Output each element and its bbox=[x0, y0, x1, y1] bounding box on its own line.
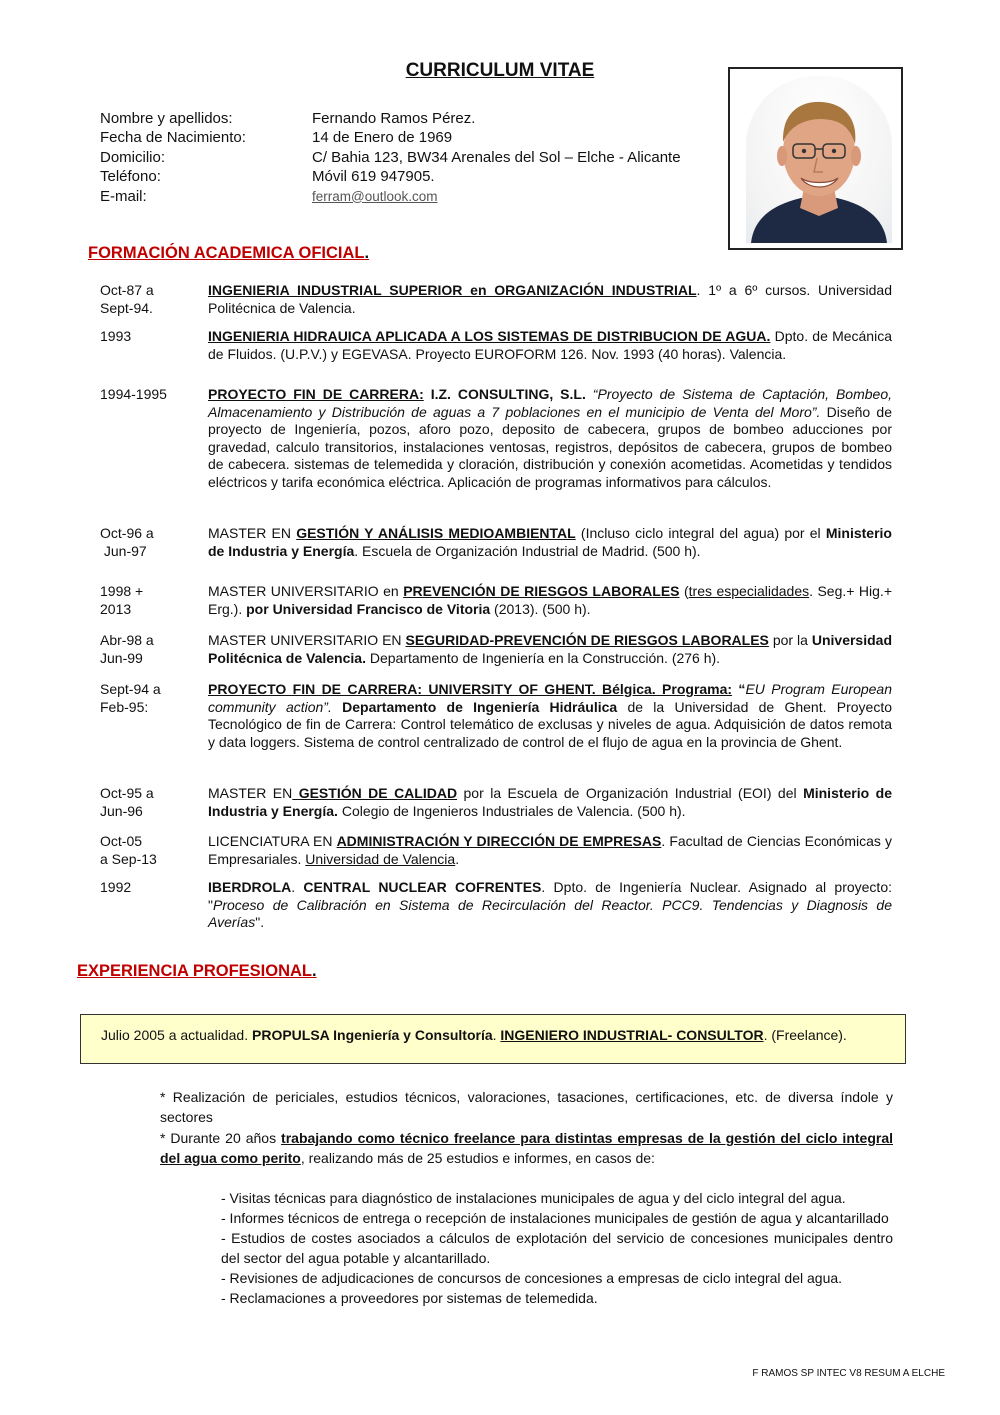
date-line: Sept-94. bbox=[100, 299, 153, 316]
text-run bbox=[586, 386, 593, 402]
photo-frame bbox=[728, 67, 903, 250]
name-row bbox=[100, 109, 681, 128]
birth-value: 14 de Enero de 1969 bbox=[312, 129, 453, 147]
text-run: EU Program European community action”. bbox=[208, 681, 892, 715]
text-run: MASTER EN bbox=[208, 525, 297, 541]
education-item bbox=[100, 632, 892, 667]
education-desc bbox=[208, 681, 892, 751]
email-link[interactable]: ferram@outlook.com bbox=[312, 188, 438, 204]
date-line: 1992 bbox=[100, 879, 132, 895]
experience-para-2 bbox=[160, 1128, 893, 1168]
text-run: por Universidad Francisco de Vitoria bbox=[246, 600, 491, 617]
experience-heading bbox=[77, 962, 317, 981]
bullet-item: - Reclamaciones a proveedores por sistemas de telemedida. bbox=[221, 1290, 598, 1306]
education-date bbox=[100, 328, 208, 363]
text-run: MASTER UNIVERSITARIO EN bbox=[208, 632, 406, 648]
education-item bbox=[100, 833, 892, 868]
date-line: Oct-05 bbox=[100, 833, 143, 849]
date-line: 2013 bbox=[100, 600, 132, 617]
text-run: Diseño de proyecto de Ingeniería, pozos, aforo pozo, deposito de cabecera, grupos de bombeo aducciones por gravedad, calculo transitorios, instalaciones ventosas, registros, depósitos de cabecera, grupos de bombeo de cabecera. sistemas de telemedida y cloración, distribución y conexión acometidas. Acometidas y tendidos eléctricos y tarifa económica eléctrica. Aplicación de programas informativos para cálculos. bbox=[208, 403, 892, 490]
text-run: Dpto. de Mecánica de Fluidos. (U.P.V.) y EGEVASA. Proyecto EUROFORM 126. Nov. 1993 (40 horas). Valencia. bbox=[208, 328, 892, 362]
education-item bbox=[100, 328, 892, 363]
date-line: Jun-99 bbox=[100, 649, 143, 666]
education-desc bbox=[208, 833, 892, 868]
education-desc bbox=[208, 328, 892, 363]
text-run: Julio 2005 a actualidad. bbox=[101, 1027, 252, 1043]
text-run: ( bbox=[679, 583, 689, 599]
text-run: INGENIERIA INDUSTRIAL SUPERIOR en ORGANIZACIÓN INDUSTRIAL bbox=[208, 282, 697, 298]
date-line: Feb-95: bbox=[100, 698, 149, 715]
text-run: “Proyecto de Sistema de Captación, Bombeo, Almacenamiento y Distribución de aguas a 7 poblaciones en el municipio de Venta del Moro”. bbox=[208, 386, 893, 420]
text-run: tres especialidades bbox=[688, 583, 810, 599]
education-date bbox=[100, 785, 208, 820]
education-date bbox=[100, 632, 208, 667]
education-desc bbox=[208, 282, 892, 317]
education-desc bbox=[208, 525, 892, 560]
text-run: , realizando más de 25 estudios e informes, en casos de: bbox=[300, 1150, 655, 1166]
date-line: Jun-96 bbox=[100, 802, 143, 819]
text-run: “ bbox=[732, 681, 746, 697]
date-line: Abr-98 a bbox=[100, 632, 154, 648]
text-run: (Incluso ciclo integral del agua) por el bbox=[575, 525, 826, 541]
address-label: Domicilio: bbox=[100, 148, 166, 166]
text-run: trabajando como técnico freelance para distintas empresas de la gestión del ciclo integral del agua como perito bbox=[160, 1130, 893, 1166]
education-date bbox=[100, 282, 208, 317]
text-run: IBERDROLA bbox=[208, 879, 292, 895]
text-run: ". bbox=[255, 914, 265, 931]
text-run: (2013). (500 h). bbox=[490, 600, 591, 617]
portrait-photo-drawing bbox=[746, 76, 892, 243]
date-line: Sept-94 a bbox=[100, 681, 161, 697]
text-run: PROYECTO FIN DE CARRERA: bbox=[208, 386, 424, 402]
education-item bbox=[100, 282, 892, 317]
text-run: INGENIERO INDUSTRIAL- CONSULTOR bbox=[500, 1027, 764, 1043]
text-run: I.Z. CONSULTING, S.L. bbox=[423, 386, 586, 402]
email-label: E-mail: bbox=[100, 187, 147, 205]
bullet-item: - Revisiones de adjudicaciones de concursos de concesiones a empresas de ciclo integral del agua. bbox=[221, 1270, 843, 1286]
date-line: Oct-87 a bbox=[100, 282, 154, 298]
education-date bbox=[100, 833, 208, 868]
text-run: ADMINISTRACIÓN Y DIRECCIÓN DE EMPRESAS bbox=[336, 833, 662, 849]
text-run: . bbox=[291, 879, 304, 895]
text-run: Ministerio de Industria y Energía bbox=[208, 525, 892, 559]
text-run: GESTIÓN Y ANÁLISIS MEDIOAMBIENTAL bbox=[296, 525, 576, 541]
education-item bbox=[100, 386, 892, 492]
text-run: Departamento de Ingeniería en la Construcción. (276 h). bbox=[365, 649, 721, 666]
text-run: . Facultad de Ciencias Económicas y Empresariales. bbox=[208, 833, 893, 867]
date-line: 1994-1995 bbox=[100, 386, 167, 402]
education-date bbox=[100, 879, 208, 932]
text-run: . bbox=[492, 1027, 501, 1043]
text-run: . Dpto. de Ingeniería Nuclear. Asignado al proyecto: " bbox=[208, 879, 892, 913]
education-item bbox=[100, 583, 892, 618]
bullet-item: - Estudios de costes asociados a cálculos de explotación del servicio de concesiones municipales dentro del sector del agua potable y alcantarillado. bbox=[221, 1230, 893, 1266]
text-run: 1º a 6º cursos. Universidad Politécnica de Valencia. bbox=[208, 282, 892, 316]
education-item bbox=[100, 785, 892, 820]
birth-row bbox=[100, 128, 681, 147]
birth-label: Fecha de Nacimiento: bbox=[100, 129, 246, 147]
text-run: Ministerio de Industria y Energía. bbox=[208, 785, 892, 819]
address-row bbox=[100, 148, 681, 167]
experience-para-1: * Realización de periciales, estudios técnicos, valoraciones, tasaciones, certificaciones, etc. de diversa índole y sectores bbox=[160, 1089, 893, 1125]
text-run: por la bbox=[768, 632, 812, 648]
text-run: Universidad Politécnica de Valencia. bbox=[208, 632, 892, 666]
education-item bbox=[100, 879, 892, 932]
phone-label: Teléfono: bbox=[100, 168, 161, 186]
text-run: . bbox=[696, 282, 701, 298]
education-date bbox=[100, 583, 208, 618]
name-label: Nombre y apellidos: bbox=[100, 110, 233, 127]
text-run: PREVENCIÓN DE RIESGOS LABORALES bbox=[403, 583, 680, 599]
education-date bbox=[100, 525, 208, 560]
text-run: INGENIERIA HIDRAUICA APLICADA A LOS SISTEMAS DE DISTRIBUCION DE AGUA. bbox=[208, 328, 771, 344]
text-run: de la Universidad de Ghent. Proyecto Tecnológico de fin de Carrera: Control telemático de exclusas y niveles de agua. Adquisición de datos remota y data loggers. Sistema de control centralizado de control de el flujo de agua en la provincia de Ghent. bbox=[208, 698, 893, 750]
education-desc bbox=[208, 386, 892, 492]
text-run: . Escuela de Organización Industrial de Madrid. (500 h). bbox=[354, 542, 701, 559]
text-run: . bbox=[455, 850, 460, 867]
education-item bbox=[100, 681, 892, 751]
date-line: 1998 + bbox=[100, 583, 144, 599]
portrait-photo bbox=[746, 76, 892, 243]
education-desc bbox=[208, 632, 892, 667]
text-run: por la Escuela de Organización Industrial (EOI) del bbox=[457, 785, 804, 801]
footer-code: F RAMOS SP INTEC V8 RESUM A ELCHE bbox=[752, 1368, 945, 1379]
bullet-item: - Informes técnicos de entrega o recepción de instalaciones municipales de gestión de agua y alcantarillado bbox=[221, 1210, 889, 1226]
text-run: LICENCIATURA EN bbox=[208, 833, 337, 849]
education-date bbox=[100, 681, 208, 751]
text-run: Departamento de Ingeniería Hidráulica bbox=[331, 698, 618, 715]
text-run: GESTIÓN DE CALIDAD bbox=[292, 785, 458, 801]
bullet-item: - Visitas técnicas para diagnóstico de instalaciones municipales de agua y del ciclo integral del agua. bbox=[221, 1190, 846, 1206]
phone-row bbox=[100, 167, 681, 186]
education-desc bbox=[208, 785, 892, 820]
current-position-box bbox=[80, 1014, 906, 1064]
education-desc bbox=[208, 879, 892, 932]
date-line: Oct-95 a bbox=[100, 785, 154, 801]
experience-heading-text: EXPERIENCIA PROFESIONAL bbox=[77, 962, 313, 980]
text-run: MASTER UNIVERSITARIO en bbox=[208, 583, 404, 599]
date-line: Jun-97 bbox=[100, 542, 147, 559]
name-value: Fernando Ramos Pérez. bbox=[312, 110, 476, 127]
page-title: CURRICULUM VITAE bbox=[405, 60, 595, 81]
education-heading-text: FORMACIÓN ACADEMICA OFICIAL bbox=[88, 244, 365, 262]
text-run: SEGURIDAD-PREVENCIÓN DE RIESGOS LABORALES bbox=[405, 632, 769, 648]
education-desc bbox=[208, 583, 892, 618]
text-run: Colegio de Ingenieros Industriales de Valencia. (500 h). bbox=[337, 802, 686, 819]
email-row bbox=[100, 187, 681, 206]
text-run: PROPULSA Ingeniería y Consultoría bbox=[252, 1027, 493, 1043]
education-heading bbox=[88, 244, 369, 263]
text-run: MASTER EN bbox=[208, 785, 293, 801]
education-date bbox=[100, 386, 208, 492]
text-run: PROYECTO FIN DE CARRERA: UNIVERSITY OF GHENT. Bélgica. Programa: bbox=[208, 681, 733, 697]
date-line: Oct-96 a bbox=[100, 525, 154, 541]
text-run: CENTRAL NUCLEAR COFRENTES bbox=[303, 879, 542, 895]
education-heading-dot: . bbox=[364, 244, 370, 262]
address-value: C/ Bahia 123, BW34 Arenales del Sol – Elche - Alicante bbox=[312, 148, 681, 166]
phone-value: Móvil 619 947905. bbox=[312, 168, 435, 186]
experience-bullets bbox=[221, 1188, 893, 1308]
text-run: * Durante 20 años bbox=[160, 1130, 282, 1146]
date-line: 1993 bbox=[100, 328, 132, 344]
text-run: . Seg.+ Hig.+ Erg.). bbox=[208, 583, 892, 617]
education-item bbox=[100, 525, 892, 560]
experience-heading-dot: . bbox=[312, 962, 317, 980]
personal-info bbox=[100, 109, 681, 206]
date-line: a Sep-13 bbox=[100, 850, 157, 867]
text-run: . (Freelance). bbox=[763, 1027, 847, 1043]
text-run: Universidad de Valencia bbox=[305, 850, 456, 867]
text-run: Proceso de Calibración en Sistema de Recirculación del Reactor. PCC9. Tendencias y Diagnosis de Averías bbox=[208, 896, 892, 931]
